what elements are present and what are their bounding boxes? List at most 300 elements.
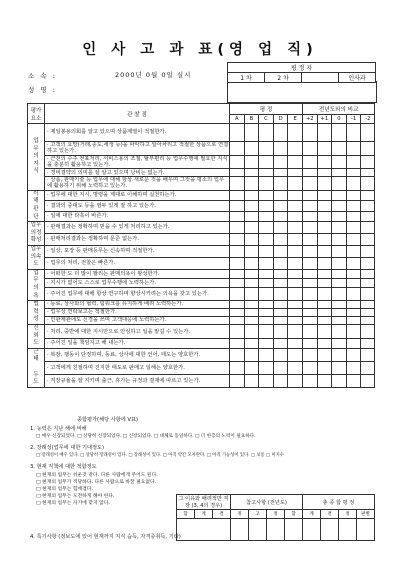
rating-cell[interactable] bbox=[288, 301, 303, 309]
rating-cell[interactable] bbox=[244, 348, 259, 361]
rating-cell[interactable] bbox=[230, 245, 245, 257]
rating-cell[interactable] bbox=[273, 339, 288, 349]
grade-A: A bbox=[230, 115, 245, 124]
rating-cell[interactable] bbox=[288, 222, 303, 234]
rating-cell[interactable] bbox=[346, 374, 361, 387]
grade-B: B bbox=[244, 115, 259, 124]
rating-cell[interactable] bbox=[302, 155, 317, 169]
rating-cell[interactable] bbox=[288, 348, 303, 361]
rating-cell[interactable] bbox=[346, 142, 361, 156]
rating-cell[interactable] bbox=[346, 190, 361, 200]
rating-cell[interactable] bbox=[259, 234, 274, 246]
rating-cell[interactable] bbox=[302, 348, 317, 361]
rating-cell[interactable] bbox=[288, 361, 303, 374]
rating-cell[interactable] bbox=[244, 257, 259, 269]
rating-cell[interactable] bbox=[361, 201, 375, 211]
q3-option[interactable]: □ 현재의 업무는 힘에겹다. bbox=[36, 487, 93, 492]
rating-cell[interactable] bbox=[332, 245, 347, 257]
reason-cell[interactable] bbox=[177, 519, 231, 541]
rating-cell[interactable] bbox=[273, 222, 288, 234]
rating-cell[interactable] bbox=[273, 169, 288, 177]
rating-cell[interactable] bbox=[302, 190, 317, 200]
table-row bbox=[28, 257, 375, 269]
rating-cell[interactable] bbox=[346, 278, 361, 287]
table-row bbox=[28, 317, 375, 325]
rating-cell[interactable] bbox=[361, 124, 375, 142]
rating-cell[interactable] bbox=[230, 124, 245, 142]
rating-cell[interactable] bbox=[361, 234, 375, 246]
rating-cell[interactable] bbox=[230, 155, 245, 169]
rating-cell[interactable] bbox=[317, 201, 332, 211]
category-cell: 업 무 의 욕 bbox=[28, 269, 45, 300]
rating-cell[interactable] bbox=[302, 245, 317, 257]
rating-cell[interactable] bbox=[230, 211, 245, 221]
grade-C: C bbox=[259, 115, 274, 124]
rating-cell[interactable] bbox=[317, 348, 332, 361]
rating-cell[interactable] bbox=[361, 278, 375, 287]
rating-cell[interactable] bbox=[230, 201, 245, 211]
rating-cell[interactable] bbox=[346, 245, 361, 257]
rating-cell[interactable] bbox=[259, 124, 274, 142]
rating-cell[interactable] bbox=[288, 309, 303, 317]
rating-cell[interactable] bbox=[288, 325, 303, 339]
rating-cell[interactable] bbox=[317, 317, 332, 325]
rating-cell[interactable] bbox=[302, 169, 317, 177]
rating-cell[interactable] bbox=[361, 190, 375, 200]
rating-cell[interactable] bbox=[288, 190, 303, 200]
summary-head: 종합평가(해당 사항에 V표) bbox=[77, 417, 139, 423]
rating-cell[interactable] bbox=[244, 325, 259, 339]
rating-cell[interactable] bbox=[302, 361, 317, 374]
rating-cell[interactable] bbox=[332, 348, 347, 361]
header-rating: 평 정 bbox=[230, 104, 303, 115]
rating-cell[interactable] bbox=[332, 361, 347, 374]
evaluator-hr: 인사과 bbox=[339, 73, 376, 83]
rating-cell[interactable] bbox=[230, 142, 245, 156]
rating-cell[interactable] bbox=[288, 245, 303, 257]
table-row bbox=[28, 142, 375, 156]
rating-cell[interactable] bbox=[346, 222, 361, 234]
rating-cell[interactable] bbox=[346, 317, 361, 325]
rating-cell[interactable] bbox=[361, 374, 375, 387]
rating-cell[interactable] bbox=[317, 211, 332, 221]
rating-cell[interactable] bbox=[273, 309, 288, 317]
rating-cell[interactable] bbox=[302, 278, 317, 287]
rating-cell[interactable] bbox=[302, 269, 317, 278]
rating-cell[interactable] bbox=[288, 169, 303, 177]
rating-cell[interactable] bbox=[361, 325, 375, 339]
rating-cell[interactable] bbox=[273, 211, 288, 221]
rating-cell[interactable] bbox=[230, 361, 245, 374]
rating-cell[interactable] bbox=[302, 257, 317, 269]
rating-cell[interactable] bbox=[332, 155, 347, 169]
rating-cell[interactable] bbox=[230, 177, 245, 191]
evaluator-sign-box[interactable] bbox=[227, 81, 377, 103]
table-row bbox=[28, 124, 375, 142]
rating-cell[interactable] bbox=[317, 155, 332, 169]
rating-cell[interactable] bbox=[273, 317, 288, 325]
rating-cell[interactable] bbox=[302, 142, 317, 156]
rating-cell[interactable] bbox=[361, 269, 375, 278]
rating-cell[interactable] bbox=[332, 211, 347, 221]
rating-cell[interactable] bbox=[317, 142, 332, 156]
q3-option[interactable]: □ 현재의 업무가 적당하다. 다른 사람으로 바꿀 필요없다. bbox=[36, 480, 157, 485]
rating-cell[interactable] bbox=[259, 222, 274, 234]
rating-cell[interactable] bbox=[346, 339, 361, 349]
rating-cell[interactable] bbox=[244, 278, 259, 287]
observation-item: · 복장, 행동이 단정하며, 동료, 상사에 대한 언어, 태도는 양호한가. bbox=[45, 348, 230, 361]
rating-cell[interactable] bbox=[361, 257, 375, 269]
rating-cell[interactable] bbox=[346, 234, 361, 246]
rating-cell[interactable] bbox=[273, 325, 288, 339]
rating-cell[interactable] bbox=[288, 155, 303, 169]
overall-subheader: 합 bbox=[177, 510, 195, 519]
rating-cell[interactable] bbox=[302, 201, 317, 211]
rating-cell[interactable] bbox=[244, 269, 259, 278]
rating-cell[interactable] bbox=[332, 317, 347, 325]
table-row bbox=[28, 325, 375, 339]
rating-cell[interactable] bbox=[259, 278, 274, 287]
rating-cell[interactable] bbox=[259, 374, 274, 387]
rating-cell[interactable] bbox=[361, 222, 375, 234]
rating-cell[interactable] bbox=[230, 309, 245, 317]
overall-subheader: 정 bbox=[267, 510, 285, 519]
rating-cell[interactable] bbox=[244, 361, 259, 374]
table-row bbox=[28, 278, 375, 287]
rating-cell[interactable] bbox=[288, 269, 303, 278]
rating-cell[interactable] bbox=[244, 317, 259, 325]
rating-cell[interactable] bbox=[273, 190, 288, 200]
rating-cell[interactable] bbox=[302, 287, 317, 300]
rating-cell[interactable] bbox=[259, 287, 274, 300]
rating-cell[interactable] bbox=[346, 287, 361, 300]
rating-cell[interactable] bbox=[346, 301, 361, 309]
rating-cell[interactable] bbox=[273, 301, 288, 309]
rating-cell[interactable] bbox=[302, 177, 317, 191]
rating-cell[interactable] bbox=[244, 201, 259, 211]
table-row bbox=[28, 361, 375, 374]
rating-cell[interactable] bbox=[259, 169, 274, 177]
rating-cell[interactable] bbox=[332, 278, 347, 287]
rating-cell[interactable] bbox=[332, 142, 347, 156]
rating-cell[interactable] bbox=[230, 348, 245, 361]
overall-subheader: 고 bbox=[249, 510, 267, 519]
rating-cell[interactable] bbox=[244, 211, 259, 221]
rating-cell[interactable] bbox=[288, 257, 303, 269]
rating-cell[interactable] bbox=[288, 177, 303, 191]
table-row bbox=[28, 287, 375, 300]
observation-item: · 처리, 중반에 대한 지시만으로 안심하고 일을 맡길 수 있는가. bbox=[45, 325, 230, 339]
rating-cell[interactable] bbox=[361, 348, 375, 361]
rating-cell[interactable] bbox=[244, 287, 259, 300]
rating-cell[interactable] bbox=[346, 201, 361, 211]
rating-cell[interactable] bbox=[230, 325, 245, 339]
rating-cell[interactable] bbox=[259, 190, 274, 200]
rating-cell[interactable] bbox=[259, 177, 274, 191]
rating-cell[interactable] bbox=[273, 155, 288, 169]
rating-cell[interactable] bbox=[273, 257, 288, 269]
rating-cell[interactable] bbox=[317, 339, 332, 349]
rating-cell[interactable] bbox=[332, 339, 347, 349]
category-cell: 협 력 성 bbox=[28, 301, 45, 325]
rating-cell[interactable] bbox=[302, 222, 317, 234]
rating-cell[interactable] bbox=[302, 301, 317, 309]
header-comparison: 전년도와의 비교 bbox=[302, 104, 374, 115]
rating-cell[interactable] bbox=[302, 339, 317, 349]
overall-subheader: 결 bbox=[213, 510, 231, 519]
category-cell: 업무 의속 도 bbox=[28, 245, 45, 269]
observation-item: · 상품, 판매기술 등 업무에 대해 항상 새로운 것을 배우며 그것을 평소의 업무에 활용하기 위해 노력하고 있는가. bbox=[45, 177, 230, 191]
rating-cell[interactable] bbox=[361, 301, 375, 309]
rating-cell[interactable] bbox=[288, 287, 303, 300]
rating-cell[interactable] bbox=[302, 325, 317, 339]
rating-cell[interactable] bbox=[317, 234, 332, 246]
rating-cell[interactable] bbox=[346, 257, 361, 269]
evaluation-table bbox=[27, 103, 375, 388]
rating-cell[interactable] bbox=[230, 222, 245, 234]
rating-cell[interactable] bbox=[244, 169, 259, 177]
rating-cell[interactable] bbox=[273, 201, 288, 211]
rating-cell[interactable] bbox=[317, 287, 332, 300]
rating-cell[interactable] bbox=[230, 317, 245, 325]
rating-cell[interactable] bbox=[317, 177, 332, 191]
rating-cell[interactable] bbox=[332, 124, 347, 142]
rating-cell[interactable] bbox=[346, 361, 361, 374]
rating-cell[interactable] bbox=[273, 124, 288, 142]
rating-cell[interactable] bbox=[259, 201, 274, 211]
rating-cell[interactable] bbox=[244, 301, 259, 309]
rating-cell[interactable] bbox=[230, 269, 245, 278]
rating-cell[interactable] bbox=[332, 169, 347, 177]
rating-cell[interactable] bbox=[317, 325, 332, 339]
table-row bbox=[28, 190, 375, 200]
rating-cell[interactable] bbox=[361, 339, 375, 349]
observation-item: · 판매처리결과는 정확하며 문준 없는가. bbox=[45, 234, 230, 246]
table-row bbox=[28, 169, 375, 177]
q2-label: 2. 장래성(업무에 대한 기대정도) bbox=[30, 445, 105, 451]
rating-cell[interactable] bbox=[244, 234, 259, 246]
overall-header: 총 종 합 평 정 bbox=[303, 495, 375, 510]
rating-cell[interactable] bbox=[346, 177, 361, 191]
rating-cell[interactable] bbox=[346, 309, 361, 317]
rating-cell[interactable] bbox=[346, 124, 361, 142]
rating-cell[interactable] bbox=[230, 257, 245, 269]
observation-item: · 동료, 상사와의 협력, 팀워크를 유지하게 배려 노력하는가. bbox=[45, 301, 230, 309]
rating-cell[interactable] bbox=[273, 177, 288, 191]
rating-cell[interactable] bbox=[317, 124, 332, 142]
table-row bbox=[28, 339, 375, 349]
rating-cell[interactable] bbox=[259, 257, 274, 269]
observation-item: · 인관계관에도 신경을 쓰며 고객대응에 노력하는가. bbox=[45, 317, 230, 325]
rating-cell[interactable] bbox=[332, 374, 347, 387]
rating-cell[interactable] bbox=[273, 348, 288, 361]
rating-cell[interactable] bbox=[346, 169, 361, 177]
table-row bbox=[28, 301, 375, 309]
rating-cell[interactable] bbox=[361, 142, 375, 156]
rating-cell[interactable] bbox=[230, 190, 245, 200]
rating-cell[interactable] bbox=[273, 269, 288, 278]
rating-cell[interactable] bbox=[244, 245, 259, 257]
q3-option[interactable]: □ 현재의 업무는 도전하게 해야 한다. bbox=[36, 494, 115, 499]
rating-cell[interactable] bbox=[244, 124, 259, 142]
rating-cell[interactable] bbox=[288, 278, 303, 287]
rating-cell[interactable] bbox=[361, 317, 375, 325]
observation-item: · 주어진 업무에 대해 항상 연구하며 향상시키려는 의욕을 갖고 있는가. bbox=[45, 287, 230, 300]
observation-item: · 지시가 없어도 스스로 업무수행에 노력하는가. bbox=[45, 278, 230, 287]
rating-cell[interactable] bbox=[259, 348, 274, 361]
rating-cell[interactable] bbox=[244, 374, 259, 387]
overall-subheader: 계 bbox=[195, 510, 213, 519]
rating-cell[interactable] bbox=[346, 269, 361, 278]
rating-cell[interactable] bbox=[332, 222, 347, 234]
rating-cell[interactable] bbox=[244, 309, 259, 317]
delta-col: +2 bbox=[302, 115, 317, 124]
rating-cell[interactable] bbox=[230, 374, 245, 387]
rating-cell[interactable] bbox=[317, 309, 332, 317]
rating-cell[interactable] bbox=[273, 245, 288, 257]
rating-cell[interactable] bbox=[288, 234, 303, 246]
q2-options[interactable]: □ 장래성이 매우 있다. □ 상당히 장래성이 있다. □ 장래성이 있다. □ 아직 약간 모자란다. □ 아직 가능성이 있다. □ 보통 □ 미지수 bbox=[36, 453, 284, 458]
rating-cell[interactable] bbox=[288, 142, 303, 156]
rating-cell[interactable] bbox=[332, 177, 347, 191]
rating-cell[interactable] bbox=[259, 309, 274, 317]
rating-cell[interactable] bbox=[259, 211, 274, 221]
rating-cell[interactable] bbox=[317, 301, 332, 309]
rating-cell[interactable] bbox=[288, 201, 303, 211]
rating-cell[interactable] bbox=[346, 325, 361, 339]
rating-cell[interactable] bbox=[332, 309, 347, 317]
rating-cell[interactable] bbox=[288, 211, 303, 221]
rating-cell[interactable] bbox=[288, 317, 303, 325]
table-row bbox=[28, 309, 375, 317]
rating-cell[interactable] bbox=[317, 278, 332, 287]
rating-cell[interactable] bbox=[288, 124, 303, 142]
rating-cell[interactable] bbox=[332, 269, 347, 278]
rating-cell[interactable] bbox=[361, 361, 375, 374]
rating-cell[interactable] bbox=[332, 257, 347, 269]
rating-cell[interactable] bbox=[273, 287, 288, 300]
observation-item: · 업무상 연락보고는 적절한가. bbox=[45, 309, 230, 317]
evaluator-table bbox=[227, 62, 376, 83]
table-row bbox=[28, 177, 375, 191]
rating-cell[interactable] bbox=[317, 257, 332, 269]
rating-cell[interactable] bbox=[259, 142, 274, 156]
name-label: 성 명 : bbox=[28, 86, 57, 94]
q3-label: 3. 현재 직책에 대한 적합정도 bbox=[30, 464, 97, 470]
overall-subheader: 판별 bbox=[357, 510, 375, 519]
rating-cell[interactable] bbox=[230, 287, 245, 300]
rating-cell[interactable] bbox=[302, 317, 317, 325]
rating-cell[interactable] bbox=[302, 124, 317, 142]
rating-cell[interactable] bbox=[302, 309, 317, 317]
rating-cell[interactable] bbox=[317, 361, 332, 374]
overall-table bbox=[176, 494, 375, 541]
rating-cell[interactable] bbox=[361, 177, 375, 191]
rating-cell[interactable] bbox=[332, 234, 347, 246]
rating-cell[interactable] bbox=[259, 301, 274, 309]
rating-cell[interactable] bbox=[361, 155, 375, 169]
rating-cell[interactable] bbox=[230, 278, 245, 287]
rating-cell[interactable] bbox=[346, 155, 361, 169]
q3-option[interactable]: □ 현재의 업무는 쉬운것 같다. 다른 사람에게 주어도 된다. bbox=[36, 473, 158, 478]
rating-cell[interactable] bbox=[288, 339, 303, 349]
rating-cell[interactable] bbox=[259, 339, 274, 349]
rating-cell[interactable] bbox=[302, 211, 317, 221]
header-observation: 관 찰 점 bbox=[45, 104, 230, 124]
observation-item: · 업무의 처리, 전찰은 빠른가. bbox=[45, 257, 230, 269]
rating-cell[interactable] bbox=[259, 361, 274, 374]
observation-item: · 고객의 요망(거래,종도,세생 등)을 파악하고 알아차리고 적절한 상품으로 연결하고 있는가. bbox=[45, 142, 230, 156]
rating-cell[interactable] bbox=[273, 361, 288, 374]
rating-cell[interactable] bbox=[230, 339, 245, 349]
rating-cell[interactable] bbox=[302, 234, 317, 246]
rating-cell[interactable] bbox=[317, 190, 332, 200]
rating-cell[interactable] bbox=[244, 142, 259, 156]
rating-cell[interactable] bbox=[346, 211, 361, 221]
rating-cell[interactable] bbox=[332, 301, 347, 309]
q1-label: 1. 능력은 지난 해에 비해 bbox=[30, 426, 87, 432]
rating-cell[interactable] bbox=[259, 269, 274, 278]
rating-cell[interactable] bbox=[361, 211, 375, 221]
rating-cell[interactable] bbox=[244, 177, 259, 191]
rating-cell[interactable] bbox=[230, 169, 245, 177]
rating-cell[interactable] bbox=[346, 348, 361, 361]
table-row bbox=[28, 155, 375, 169]
rating-cell[interactable] bbox=[230, 301, 245, 309]
rating-cell[interactable] bbox=[244, 190, 259, 200]
rating-cell[interactable] bbox=[244, 155, 259, 169]
rating-cell[interactable] bbox=[317, 222, 332, 234]
rating-cell[interactable] bbox=[332, 201, 347, 211]
rating-cell[interactable] bbox=[259, 317, 274, 325]
rating-cell[interactable] bbox=[273, 234, 288, 246]
delta-col: -1 bbox=[346, 115, 361, 124]
rating-cell[interactable] bbox=[361, 169, 375, 177]
rating-cell[interactable] bbox=[361, 287, 375, 300]
rating-cell[interactable] bbox=[259, 245, 274, 257]
rating-cell[interactable] bbox=[361, 309, 375, 317]
rating-cell[interactable] bbox=[273, 278, 288, 287]
rating-cell[interactable] bbox=[332, 190, 347, 200]
rating-cell[interactable] bbox=[230, 234, 245, 246]
rating-cell[interactable] bbox=[317, 245, 332, 257]
grade-E: E bbox=[288, 115, 303, 124]
rating-cell[interactable] bbox=[244, 222, 259, 234]
observation-item: · 고객에게 친절하며 진지한 태도로 판매고 일해는 양호한가. bbox=[45, 361, 230, 374]
rating-cell[interactable] bbox=[332, 287, 347, 300]
rating-cell[interactable] bbox=[317, 374, 332, 387]
observation-item: · 판매결과는 정확하며 믿을 수 있게 처리하고 있는가. bbox=[45, 222, 230, 234]
rating-cell[interactable] bbox=[302, 374, 317, 387]
rating-cell[interactable] bbox=[317, 169, 332, 177]
rating-cell[interactable] bbox=[259, 155, 274, 169]
rating-cell[interactable] bbox=[273, 374, 288, 387]
rating-cell[interactable] bbox=[273, 142, 288, 156]
rating-cell[interactable] bbox=[244, 339, 259, 349]
rating-cell[interactable] bbox=[332, 325, 347, 339]
table-row bbox=[28, 234, 375, 246]
overall-subheader: 결 bbox=[321, 510, 339, 519]
dept-label: 소 속 : bbox=[28, 72, 57, 80]
rating-cell[interactable] bbox=[317, 269, 332, 278]
rating-cell[interactable] bbox=[361, 245, 375, 257]
overall-subheader: 정 bbox=[231, 510, 249, 519]
rating-cell[interactable] bbox=[288, 374, 303, 387]
rating-cell[interactable] bbox=[259, 325, 274, 339]
q1-options[interactable]: □ 매우 신장되었다. □ 상당히 신장되었다. □ 신장되었다. □ 대체로 동일하다. □ 더 한층의 노력이 필요하다. bbox=[36, 434, 256, 439]
delta-col: 0 bbox=[332, 115, 347, 124]
q3-option[interactable]: □ 현재의 업무는 자기에 맞지 않다. bbox=[36, 501, 110, 506]
